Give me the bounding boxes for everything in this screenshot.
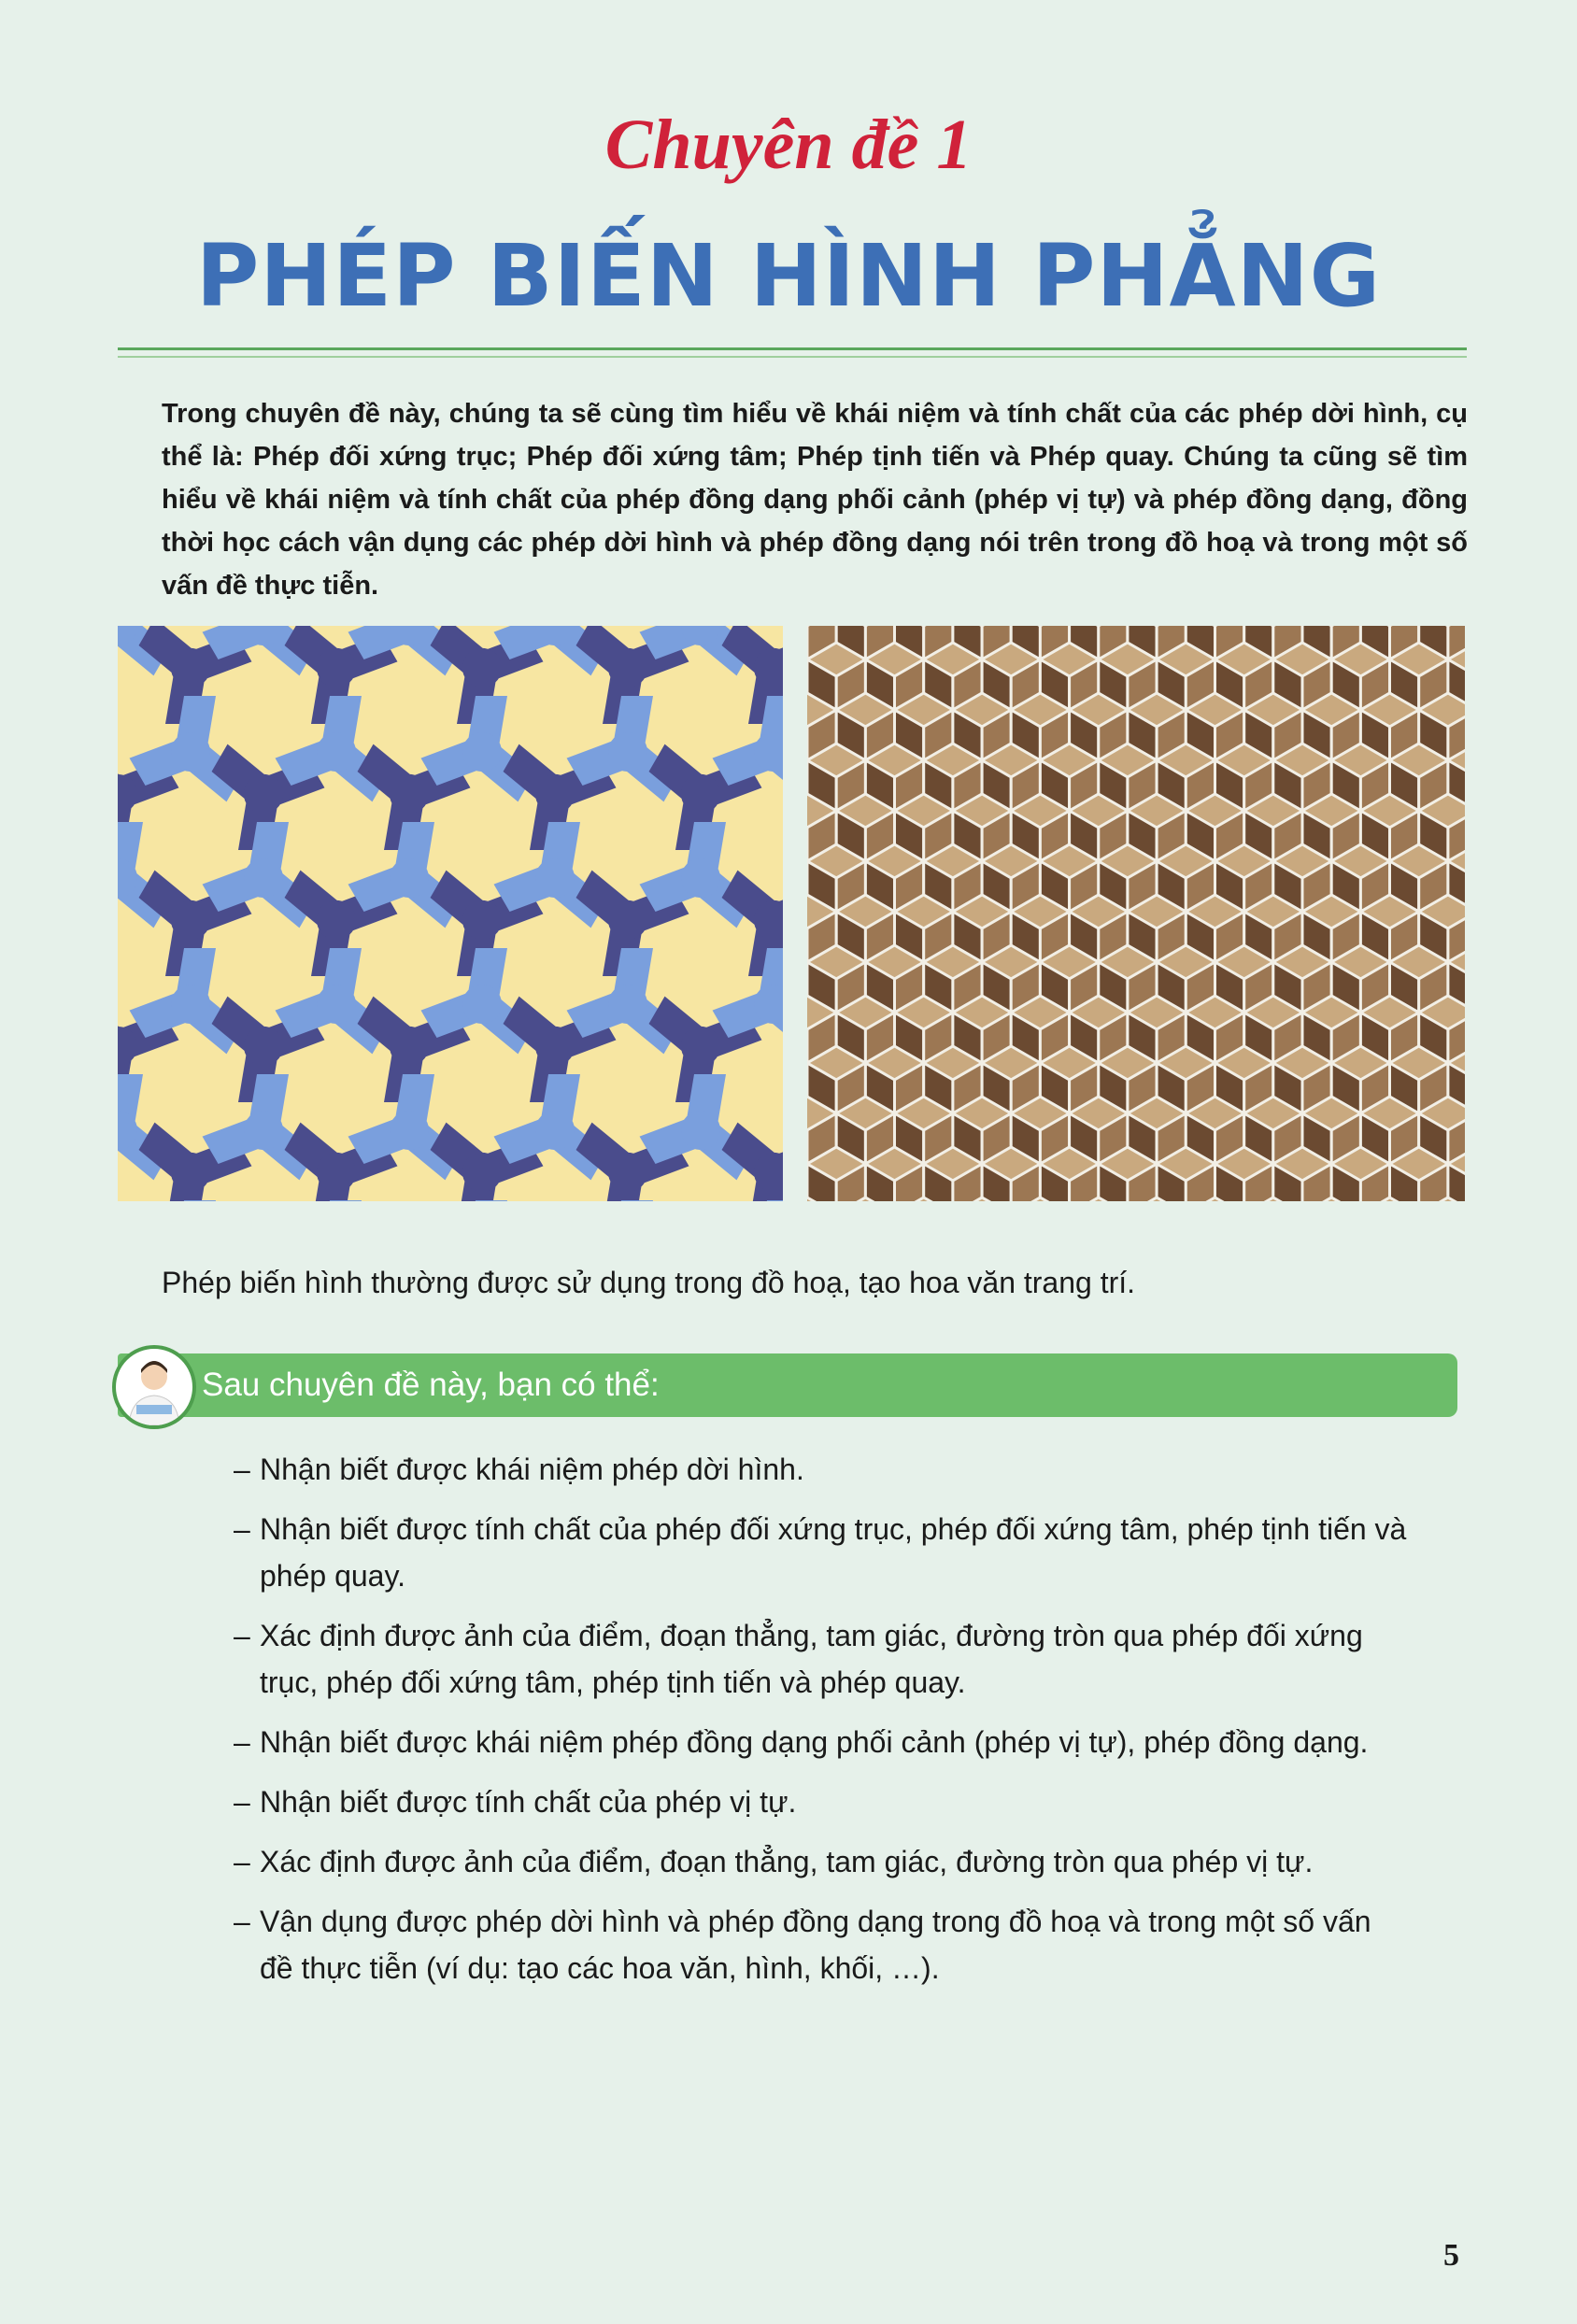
cube-tessellation-image — [807, 626, 1465, 1201]
objectives-list — [234, 1446, 1411, 2005]
list-dash: – — [234, 1845, 250, 1878]
list-dash: – — [234, 1512, 250, 1546]
objective-item — [234, 1446, 1411, 1493]
divider — [118, 356, 1467, 358]
objective-text: Nhận biết được tính chất của phép đối xứng trục, phép đối xứng tâm, phép tịnh tiến và phép quay. — [260, 1512, 1407, 1593]
objectives-banner — [118, 1353, 1457, 1417]
objective-text: Nhận biết được tính chất của phép vị tự. — [260, 1785, 797, 1819]
intro-paragraph: Trong chuyên đề này, chúng ta sẽ cùng tìm hiểu về khái niệm và tính chất của các phép dời hình, cụ thể là: Phép đối xứng trục; Phép đối xứng tâm; Phép tịnh tiến và Phép quay. Chúng ta cũng sẽ tìm hiểu về khái niệm và tính chất của phép đồng dạng phối cảnh (phép vị tự) và phép đồng dạng, đồng thời học cách vận dụng các phép dời hình và phép đồng dạng nói trên trong đồ hoạ và trong một số vấn đề thực tiễn. — [162, 399, 1468, 601]
star-tessellation-image — [118, 626, 783, 1201]
objective-item — [234, 1506, 1411, 1599]
page-number: 5 — [1443, 2238, 1459, 2273]
list-dash: – — [234, 1725, 250, 1759]
objective-text: Nhận biết được khái niệm phép đồng dạng phối cảnh (phép vị tự), phép đồng dạng. — [260, 1725, 1369, 1759]
objective-item — [234, 1719, 1411, 1765]
objective-item — [234, 1778, 1411, 1825]
objective-item — [234, 1612, 1411, 1706]
list-dash: – — [234, 1452, 250, 1486]
page-title: PHÉP BIẾN HÌNH PHẲNG — [195, 226, 1382, 326]
divider — [118, 347, 1467, 350]
student-avatar-icon — [112, 1345, 196, 1429]
objectives-heading: Sau chuyên đề này, bạn có thể: — [202, 1367, 660, 1403]
list-dash: – — [234, 1785, 250, 1819]
objective-text: Xác định được ảnh của điểm, đoạn thẳng, tam giác, đường tròn qua phép vị tự. — [260, 1845, 1314, 1878]
list-dash: – — [234, 1619, 250, 1652]
objective-item — [234, 1898, 1411, 1991]
chapter-label: Chuyên đề 1 — [604, 106, 973, 184]
objective-text: Nhận biết được khái niệm phép dời hình. — [260, 1452, 804, 1486]
list-dash: – — [234, 1905, 250, 1938]
figure-caption: Phép biến hình thường được sử dụng trong đồ hoạ, tạo hoa văn trang trí. — [162, 1266, 1136, 1299]
objective-text: Vận dụng được phép dời hình và phép đồng dạng trong đồ hoạ và trong một số vấn đề thực tiễn (ví dụ: tạo các hoa văn, hình, khối, …). — [260, 1905, 1371, 1985]
objective-text: Xác định được ảnh của điểm, đoạn thẳng, tam giác, đường tròn qua phép đối xứng trục, phép đối xứng tâm, phép tịnh tiến và phép quay. — [260, 1619, 1363, 1699]
objective-item — [234, 1838, 1411, 1885]
